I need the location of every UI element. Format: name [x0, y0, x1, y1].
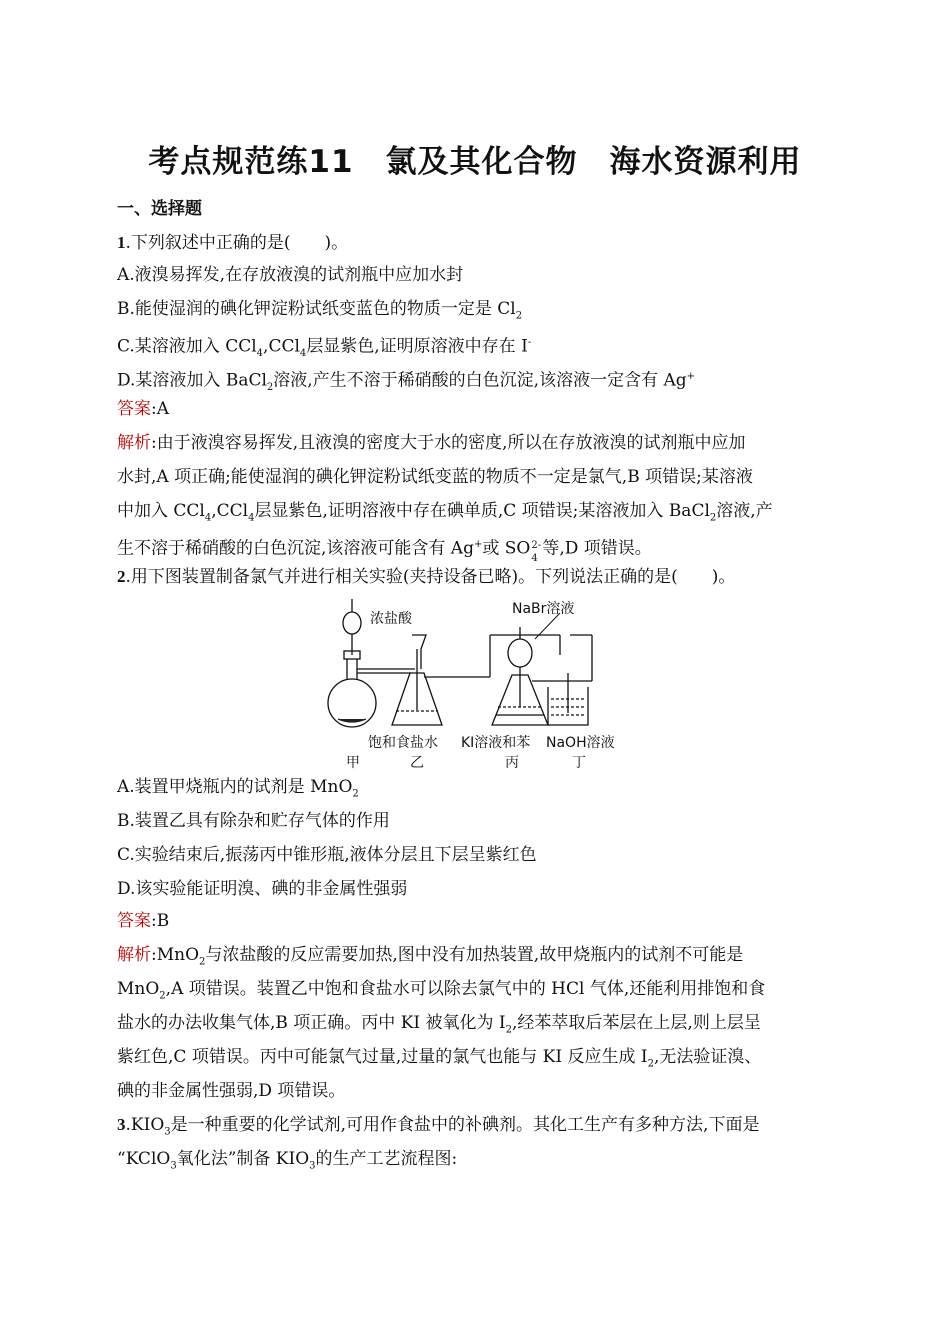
q1-option-d	[117, 366, 838, 399]
q1-option-c-text: C.某溶液加入 CCl	[117, 336, 257, 357]
explanation-text: 层显紫色,证明溶液中存在碘单质,C 项错误;某溶液加入 BaCl	[254, 501, 710, 521]
explanation-text: ,A 项错误。装置乙中饱和食盐水可以除去氯气中的 HCl 气体,还能利用排饱和食	[165, 979, 766, 999]
flask-bing	[492, 627, 592, 725]
sub: 3	[164, 1126, 171, 1138]
sub: 4	[256, 348, 264, 360]
q3-stem-text: .KIO	[125, 1115, 165, 1135]
sub: 2	[709, 512, 717, 524]
q2-explanation-line	[117, 1012, 838, 1041]
q1-option-b	[117, 298, 838, 327]
answer-value: :B	[151, 911, 170, 931]
q1-explanation-line	[117, 534, 838, 564]
sub: 2	[515, 310, 523, 322]
sub: 2	[266, 382, 274, 394]
sup: -	[527, 337, 532, 348]
q1-option-d-text: D.某溶液加入 BaCl	[117, 370, 267, 391]
label-naoh: NaOH溶液	[546, 735, 615, 751]
sub: 2	[199, 956, 206, 968]
sub: 2	[159, 990, 166, 1002]
label-hcl: 浓盐酸	[370, 611, 412, 627]
q2-explanation-line	[117, 1046, 838, 1075]
q1-option-c-text: ,CCl	[263, 336, 300, 357]
explanation-label: 解析	[117, 945, 151, 965]
q3-stem	[117, 1114, 838, 1143]
apparatus-figure	[320, 595, 640, 775]
q2-option-d: D.该实验能证明溴、碘的非金属性强弱	[117, 879, 408, 899]
explanation-label: 解析	[117, 433, 151, 453]
q2-explanation-line: 碘的非金属性强弱,D 项错误。	[117, 1081, 346, 1101]
explanation-text: 与浓盐酸的反应需要加热,图中没有加热装置,故甲烧瓶内的试剂不可能是	[205, 945, 744, 965]
answer-label: 答案	[117, 399, 151, 419]
q2-explanation-line	[117, 944, 838, 973]
answer-label: 答案	[117, 911, 151, 931]
q2-option-a	[117, 776, 838, 805]
q1-number: 1	[117, 233, 126, 252]
sub: 3	[309, 1160, 316, 1172]
label-jia: 甲	[346, 755, 360, 771]
q3-stem-text: 的生产工艺流程图:	[315, 1149, 458, 1169]
q1-explanation-line	[117, 500, 838, 529]
page-title: 考点规范练11 氯及其化合物 海水资源利用	[148, 144, 802, 180]
explanation-text: :由于液溴容易挥发,且液溴的密度大于水的密度,所以在存放液溴的试剂瓶中应加	[151, 433, 746, 453]
q1-answer	[117, 398, 838, 420]
sub: 4	[531, 552, 538, 564]
explanation-text: :MnO	[151, 945, 200, 965]
q2-answer	[117, 910, 838, 932]
explanation-text: ,经苯萃取后苯层在上层,则上层呈	[512, 1013, 761, 1033]
q3-stem-line2	[117, 1148, 838, 1177]
explanation-text: 或 SO	[482, 538, 531, 559]
explanation-text: 紫红色,C 项错误。丙中可能氯气过量,过量的氯气也能与 KI 反应生成 I	[117, 1047, 648, 1067]
q1-stem-text: .下列叙述中正确的是( )。	[125, 233, 349, 253]
sub: 4	[204, 512, 212, 524]
flask-yi	[392, 635, 560, 725]
q3-number: 3	[117, 1115, 126, 1134]
q2-explanation-line	[117, 978, 838, 1007]
q1-option-d-text: 溶液,产生不溶于稀硝酸的白色沉淀,该溶液一定含有 Ag	[273, 370, 687, 391]
explanation-text: 等,D 项错误。	[542, 538, 652, 559]
sub: 2	[647, 1058, 654, 1070]
explanation-text: 中加入 CCl	[117, 501, 205, 521]
q3-stem-text: 是一种重要的化学试剂,可用作食盐中的补碘剂。其化工生产有多种方法,下面是	[170, 1115, 760, 1135]
section-heading: 一、选择题	[117, 199, 202, 219]
label-bing: 丙	[505, 755, 519, 771]
label-yi: 乙	[410, 755, 424, 771]
label-brine: 饱和食盐水	[368, 735, 438, 751]
q1-explanation-line: 水封,A 项正确;能使湿润的碘化钾淀粉试纸变蓝的物质不一定是氯气,B 项错误;某溶液	[117, 467, 753, 487]
explanation-text: ,无法验证溴、	[653, 1047, 762, 1067]
q1-option-c-text: 层显紫色,证明原溶液中存在 I	[306, 336, 528, 357]
explanation-text: ,CCl	[211, 501, 249, 521]
q1-stem	[117, 232, 838, 254]
q3-stem-text: “KClO	[117, 1149, 171, 1169]
q2-option-a-text: A.装置甲烧瓶内的试剂是 MnO	[117, 777, 353, 797]
explanation-text: 生不溶于稀硝酸的白色沉淀,该溶液可能含有 Ag	[117, 538, 474, 559]
label-ki: KI溶液和苯	[461, 735, 531, 751]
q1-option-b-text: B.能使湿润的碘化钾淀粉试纸变蓝色的物质一定是 Cl	[117, 299, 516, 319]
sub: 2	[352, 788, 359, 800]
sub: 2	[505, 1024, 513, 1036]
explanation-text: 盐水的办法收集气体,B 项正确。丙中 KI 被氧化为 I	[117, 1013, 506, 1033]
q1-explanation-line	[117, 432, 838, 454]
q2-stem-text: .用下图装置制备氯气并进行相关实验(夹持设备已略)。下列说法正确的是( )。	[125, 567, 736, 587]
sup: +	[686, 371, 696, 382]
explanation-text: MnO	[117, 979, 160, 999]
q1-option-a: A.液溴易挥发,在存放液溴的试剂瓶中应加水封	[117, 265, 464, 285]
q3-stem-text: 氧化法”制备 KIO	[176, 1149, 310, 1169]
q1-option-c	[117, 332, 838, 365]
answer-value: :A	[151, 399, 170, 419]
explanation-text: 溶液,产	[716, 501, 773, 521]
sub: 3	[170, 1160, 177, 1172]
sub: 4	[248, 512, 255, 524]
q2-option-b: B.装置乙具有除杂和贮存气体的作用	[117, 811, 390, 831]
q2-option-c: C.实验结束后,振荡丙中锥形瓶,液体分层且下层呈紫红色	[117, 845, 537, 865]
q2-stem	[117, 566, 838, 588]
sub: 4	[299, 348, 307, 360]
q2-number: 2	[117, 567, 126, 586]
label-nabr: NaBr溶液	[512, 601, 575, 617]
sulfate-scripts	[530, 539, 542, 564]
sup: +	[473, 539, 483, 550]
label-ding: 丁	[572, 755, 586, 771]
sup: 2-	[531, 539, 542, 551]
